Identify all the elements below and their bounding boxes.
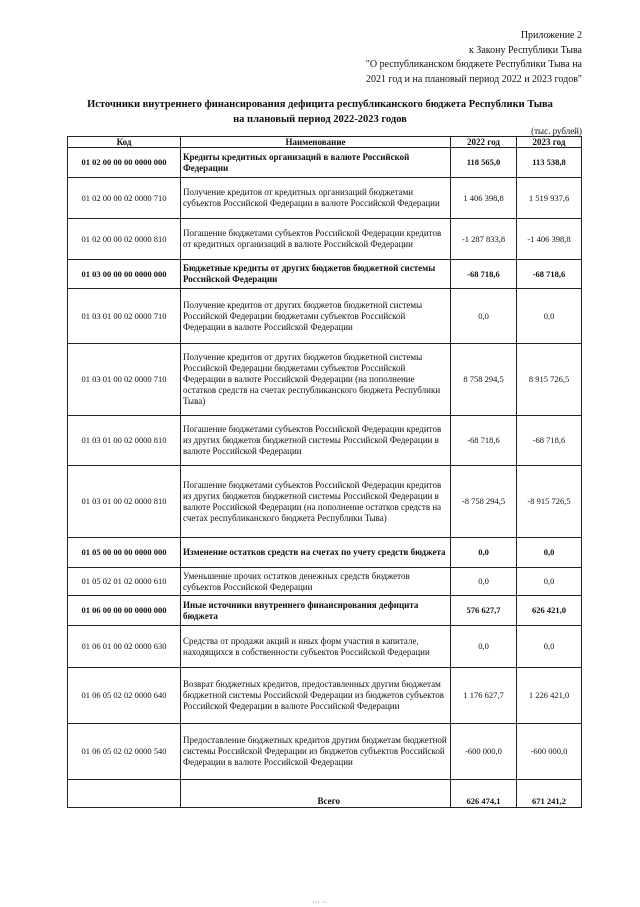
table-row [68,668,582,724]
row-value-2022: -1 287 833,8 [451,219,517,260]
table-row [68,724,582,780]
total-value-2022: 626 474,1 [451,780,517,808]
row-value-2023: 626 421,0 [517,596,582,626]
header-name: Наименование [181,137,451,148]
row-code: 01 03 01 00 02 0000 810 [68,416,181,466]
row-name: Кредиты кредитных организаций в валюте Российской Федерации [181,148,451,178]
row-value-2022: 118 565,0 [451,148,517,178]
row-name: Бюджетные кредиты от других бюджетов бюджетной системы Российской Федерации [181,260,451,289]
table-row [68,260,582,289]
appendix-law-title-1: "О республиканском бюджете Республики Тыва на [365,59,582,70]
row-name: Погашение бюджетами субъектов Российской Федерации кредитов из других бюджетов бюджетной системы Российской Федерации в валюте Российской Федерации [181,416,451,466]
units-label: (тыс. рублей) [531,126,582,136]
row-value-2023: -68 718,6 [517,260,582,289]
row-value-2022: 0,0 [451,568,517,596]
row-value-2022: 0,0 [451,626,517,668]
table-header-row [68,137,582,148]
row-code: 01 05 00 00 00 0000 000 [68,538,181,568]
row-value-2023: 0,0 [517,289,582,344]
row-name: Иные источники внутреннего финансирования дефицита бюджета [181,596,451,626]
appendix-number: Приложение 2 [520,30,582,41]
row-name: Уменьшение прочих остатков денежных средств бюджетов субъектов Российской Федерации [181,568,451,596]
row-code: 01 06 05 02 02 0000 640 [68,668,181,724]
appendix-law-ref: к Закону Республики Тыва [468,44,582,56]
row-value-2022: 0,0 [451,538,517,568]
row-name: Возврат бюджетных кредитов, предоставленных другим бюджетам бюджетной системы Российской Федерации из бюджетов субъектов Российской Федерации в валюте Российской Федерации [181,668,451,724]
row-value-2023: 1 519 937,6 [517,178,582,219]
row-code: 01 03 01 00 02 0000 810 [68,466,181,538]
row-value-2023: 0,0 [517,538,582,568]
row-value-2023: -1 406 398,8 [517,219,582,260]
row-code: 01 02 00 00 02 0000 710 [68,178,181,219]
row-name: Получение кредитов от кредитных организаций бюджетами субъектов Российской Федерации в валюте Российской Федерации [181,178,451,219]
header-2023: 2023 год [517,137,582,148]
row-name: Погашение бюджетами субъектов Российской Федерации кредитов из других бюджетов бюджетной системы Российской Федерации в валюте Российской Федерации (на пополнение остатков средств на счетах республиканского бюджета Республики Тыва) [181,466,451,538]
row-value-2022: 8 758 294,5 [451,344,517,416]
row-value-2022: 1 406 398,8 [451,178,517,219]
row-code: 01 02 00 00 00 0000 000 [68,148,181,178]
page-footer-mark: ··· ·· [312,898,328,907]
total-row [68,780,582,808]
document-title-line-1: Источники внутреннего финансирования дефицита республиканского бюджета Республики Тыва [87,99,553,110]
row-code: 01 03 01 00 02 0000 710 [68,344,181,416]
row-value-2023: -8 915 726,5 [517,466,582,538]
row-code: 01 03 00 00 00 0000 000 [68,260,181,289]
row-value-2023: -68 718,6 [517,416,582,466]
financing-sources-table [67,136,582,808]
appendix-header [282,29,582,87]
row-code: 01 05 02 01 02 0000 610 [68,568,181,596]
table-row [68,596,582,626]
row-name: Получение кредитов от других бюджетов бюджетной системы Российской Федерации бюджетами субъектов Российской Федерации в валюте Российской Федерации (на пополнение остатков средств на счетах республиканского бюджета Республики Тыва) [181,344,451,416]
row-name: Получение кредитов от других бюджетов бюджетной системы Российской Федерации бюджетами субъектов Российской Федерации в валюте Российской Федерации [181,289,451,344]
row-name: Предоставление бюджетных кредитов другим бюджетам бюджетной системы Российской Федерации из бюджетов субъектов Российской Федерации в валюте Российской Федерации [181,724,451,780]
table-row [68,568,582,596]
total-value-2023: 671 241,2 [517,780,582,808]
document-title [60,97,580,127]
row-name: Погашение бюджетами субъектов Российской Федерации кредитов от кредитных организаций в валюте Российской Федерации [181,219,451,260]
row-value-2022: -8 758 294,5 [451,466,517,538]
row-code: 01 03 01 00 02 0000 710 [68,289,181,344]
total-code-cell [68,780,181,808]
table-row [68,538,582,568]
header-code: Код [68,137,181,148]
row-value-2022: -68 718,6 [451,416,517,466]
row-value-2023: 0,0 [517,626,582,668]
table-row [68,466,582,538]
table-row [68,219,582,260]
row-value-2023: 1 226 421,0 [517,668,582,724]
row-name: Средства от продажи акций и иных форм участия в капитале, находящихся в собственности субъектов Российской Федерации [181,626,451,668]
table-row [68,148,582,178]
row-value-2023: 0,0 [517,568,582,596]
table-row [68,178,582,219]
row-value-2022: -68 718,6 [451,260,517,289]
row-value-2023: -600 000,0 [517,724,582,780]
table-row [68,289,582,344]
row-code: 01 06 05 02 02 0000 540 [68,724,181,780]
row-value-2022: -600 000,0 [451,724,517,780]
table-row [68,626,582,668]
table-row [68,344,582,416]
row-value-2022: 0,0 [451,289,517,344]
row-value-2022: 1 176 627,7 [451,668,517,724]
document-title-line-2: на плановый период 2022-2023 годов [233,114,407,125]
header-2022: 2022 год [451,137,517,148]
row-value-2023: 8 915 726,5 [517,344,582,416]
row-name: Изменение остатков средств на счетах по учету средств бюджета [181,538,451,568]
row-value-2022: 576 627,7 [451,596,517,626]
row-code: 01 02 00 00 02 0000 810 [68,219,181,260]
total-label: Всего [181,780,451,808]
table-row [68,416,582,466]
row-code: 01 06 00 00 00 0000 000 [68,596,181,626]
appendix-law-title-2: 2021 год и на плановый период 2022 и 2023 годов" [366,73,582,85]
row-value-2023: 113 538,8 [517,148,582,178]
row-code: 01 06 01 00 02 0000 630 [68,626,181,668]
